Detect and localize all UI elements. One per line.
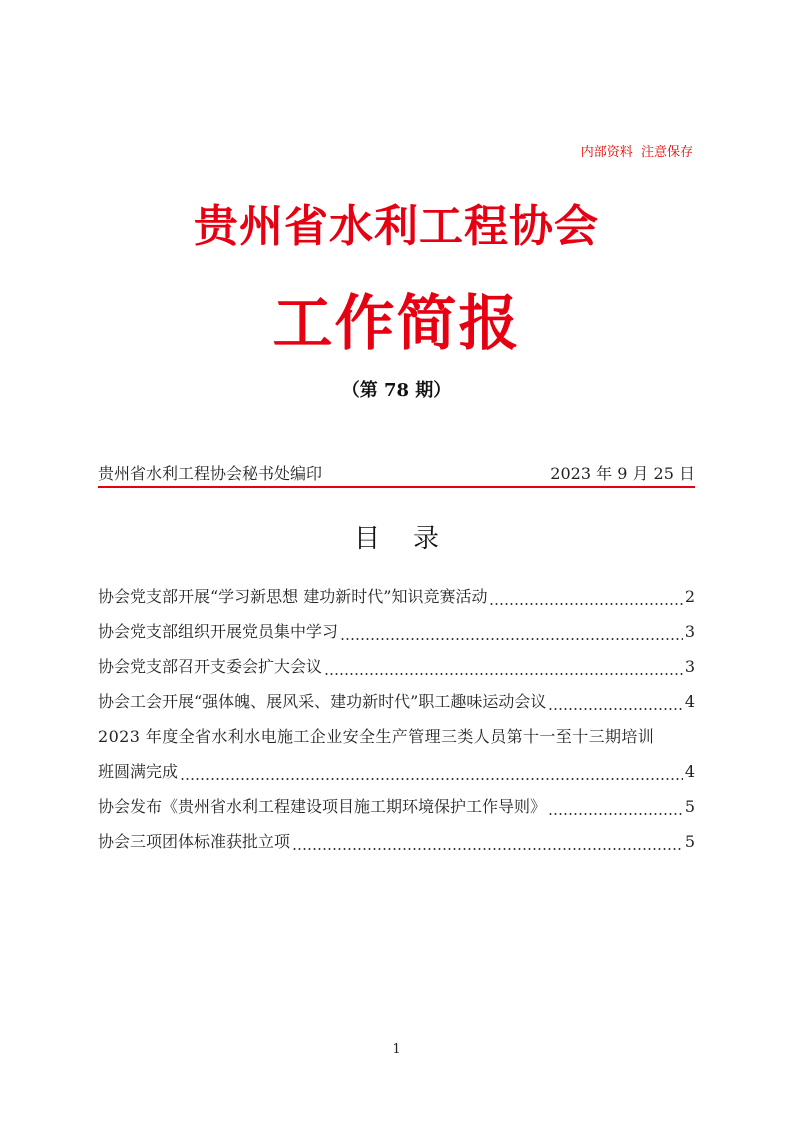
toc-entry-title: 协会发布《贵州省水利工程建设项目施工期环境保护工作导则》 [98,797,547,816]
toc-entry-page: 2 [684,587,695,606]
toc-entry-title: 协会三项团体标准获批立项 [98,832,291,851]
page-number: 1 [392,1042,401,1057]
toc-entry-title-continued: 班圆满完成 [98,762,179,781]
toc-entry-page: 5 [684,832,695,851]
toc-entry[interactable] [98,830,695,854]
toc-entry[interactable] [98,690,695,714]
publisher-row [98,461,695,485]
toc-entry[interactable] [98,620,695,644]
toc-entry-title: 协会党支部开展“学习新思想 建功新时代”知识竞赛活动 [98,587,488,606]
toc-entry-title: 协会党支部组织开展党员集中学习 [98,622,339,641]
organization-title: 贵州省水利工程协会 [194,201,599,252]
toc-entry[interactable] [98,655,695,679]
toc-entry-title: 协会工会开展“强体魄、展风采、建功新时代”职工趣味运动会议 [98,692,547,711]
toc-entry[interactable] [98,795,695,819]
toc-leader-dots [548,690,682,714]
issue-number: （第 78 期） [341,380,452,401]
toc-entry-page: 4 [684,692,695,711]
toc-entry[interactable] [98,585,695,609]
toc-entry-line2[interactable] [98,760,695,784]
toc-entry-title: 2023 年度全省水利水电施工企业安全生产管理三类人员第十一至十三期培训 [98,727,655,746]
toc-leader-dots [180,760,683,784]
toc-leader-dots [340,620,683,644]
bulletin-title: 工作简报 [272,289,521,359]
publisher-editor: 贵州省水利工程协会秘书处编印 [98,464,323,483]
toc-entry-page: 4 [684,762,695,781]
header-divider [98,486,695,488]
toc-entry-line1[interactable] [98,725,695,749]
toc-heading: 目 录 [353,524,440,554]
toc-leader-dots [292,830,683,854]
toc-entry-page: 5 [684,797,695,816]
toc-leader-dots [489,585,682,609]
toc-entry-page: 3 [684,657,695,676]
publish-date: 2023 年 9 月 25 日 [550,464,695,483]
toc-entry-title: 协会党支部召开支委会扩大会议 [98,657,323,676]
toc-leader-dots [324,655,683,679]
table-of-contents [98,585,695,865]
confidential-notice: 内部资料 注意保存 [580,145,693,160]
toc-leader-dots [548,795,683,819]
toc-entry-page: 3 [684,622,695,641]
